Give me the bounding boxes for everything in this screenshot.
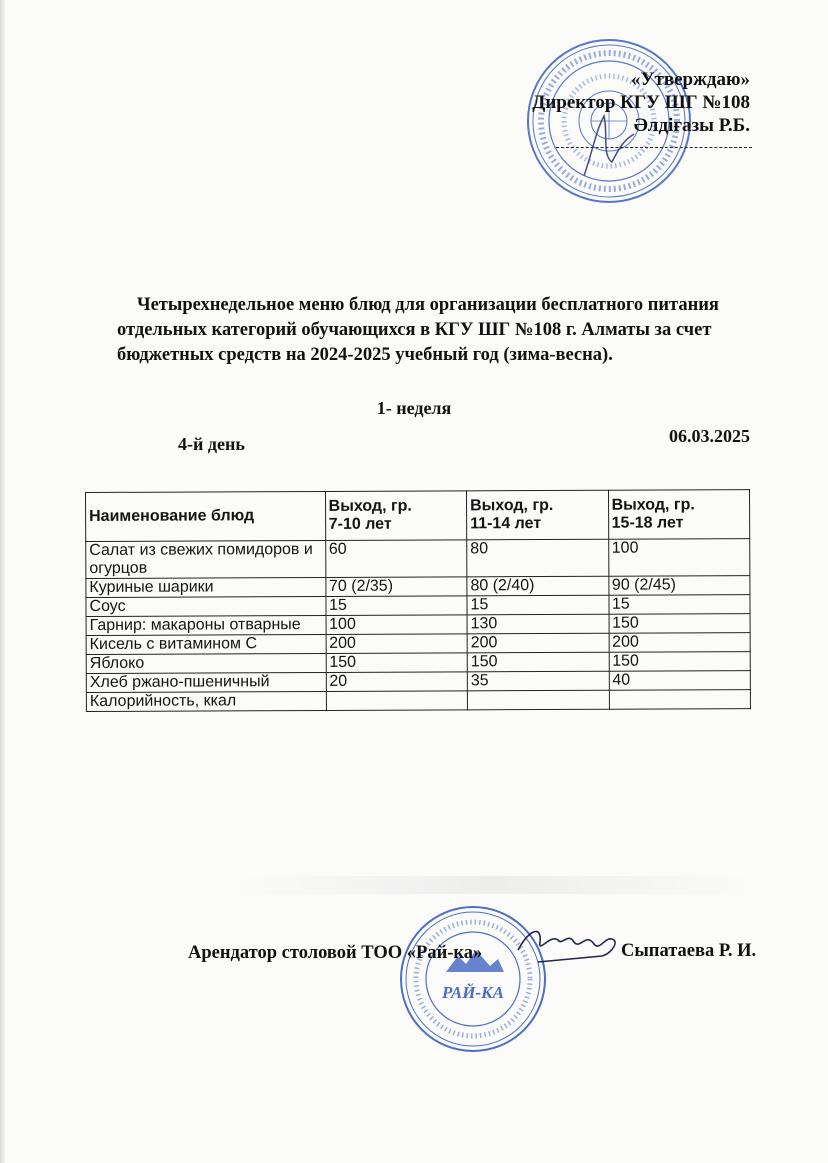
title-line-3: бюджетных средств на 2024-2025 учебный год (зима-весна). <box>117 345 613 365</box>
yield-15-18: 200 <box>609 633 751 653</box>
yield-15-18: 100 <box>608 539 750 577</box>
day-label: 4-й день <box>178 434 245 454</box>
dish-name: Соус <box>86 596 326 616</box>
yield-7-10 <box>326 691 468 711</box>
yield-15-18: 150 <box>609 614 751 634</box>
yield-15-18: 15 <box>608 595 750 615</box>
yield-7-10: 150 <box>326 653 468 673</box>
table-row <box>86 690 750 712</box>
yield-7-10: 20 <box>326 672 468 692</box>
yield-7-10: 70 (2/35) <box>325 577 467 597</box>
company-stamp-center: РАЙ-КА <box>442 983 504 1002</box>
bleed-through-mark <box>235 876 755 894</box>
table-row <box>86 576 750 598</box>
yield-11-14 <box>467 690 609 710</box>
approval-title: «Утверждаю» <box>631 69 750 90</box>
yield-7-10: 60 <box>325 540 467 578</box>
approval-block <box>532 68 750 137</box>
dish-name: Куриные шарики <box>86 577 326 597</box>
yield-15-18 <box>609 690 751 710</box>
dish-name: Гарнир: макароны отварные <box>86 615 326 635</box>
table-row <box>86 539 750 579</box>
menu-table <box>85 489 751 712</box>
director-position: Директор КГУ ШГ №108 <box>532 92 750 113</box>
tenant-signature <box>510 920 630 975</box>
title-line-2: отдельных категорий обучающихся в КГУ ШГ №108 г. Алматы за счет <box>117 320 712 340</box>
yield-11-14: 15 <box>467 595 609 615</box>
header-dish-name: Наименование блюд <box>86 491 326 541</box>
dish-name: Хлеб ржано-пшеничный <box>86 672 326 692</box>
yield-11-14: 150 <box>467 652 609 672</box>
dish-name: Яблоко <box>86 653 326 673</box>
page-edge-shadow <box>0 0 6 1163</box>
tenant-label: Арендатор столовой ТОО «Рай-ка» <box>188 943 483 963</box>
yield-15-18: 40 <box>609 671 751 691</box>
yield-7-10: 200 <box>326 634 468 654</box>
dish-name: Кисель с витамином С <box>86 634 326 654</box>
header-yield-7-10: Выход, гр. 7-10 лет <box>325 491 467 541</box>
yield-11-14: 80 (2/40) <box>467 576 609 596</box>
yield-11-14: 80 <box>467 539 609 577</box>
tenant-signer-name: Сыпатаева Р. И. <box>621 941 757 961</box>
signature-line <box>556 147 752 148</box>
week-label: 1- неделя <box>376 398 452 418</box>
yield-11-14: 130 <box>467 614 609 634</box>
dish-name: Салат из свежих помидоров и огурцов <box>86 540 326 578</box>
menu-date: 06.03.2025 <box>669 426 750 446</box>
yield-7-10: 100 <box>326 615 468 635</box>
yield-15-18: 150 <box>609 652 751 672</box>
table-header-row <box>86 490 750 542</box>
document-title <box>117 293 737 368</box>
header-yield-11-14: Выход, гр. 11-14 лет <box>467 490 609 540</box>
dish-name: Калорийность, ккал <box>86 691 326 711</box>
title-line-1: Четырехнедельное меню блюд для организации бесплатного питания <box>137 295 719 315</box>
yield-15-18: 90 (2/45) <box>608 576 750 596</box>
header-yield-15-18: Выход, гр. 15-18 лет <box>608 490 750 540</box>
yield-11-14: 200 <box>467 633 609 653</box>
yield-11-14: 35 <box>467 671 609 691</box>
yield-7-10: 15 <box>326 596 468 616</box>
director-name: Әлдіғазы Р.Б. <box>633 115 750 136</box>
